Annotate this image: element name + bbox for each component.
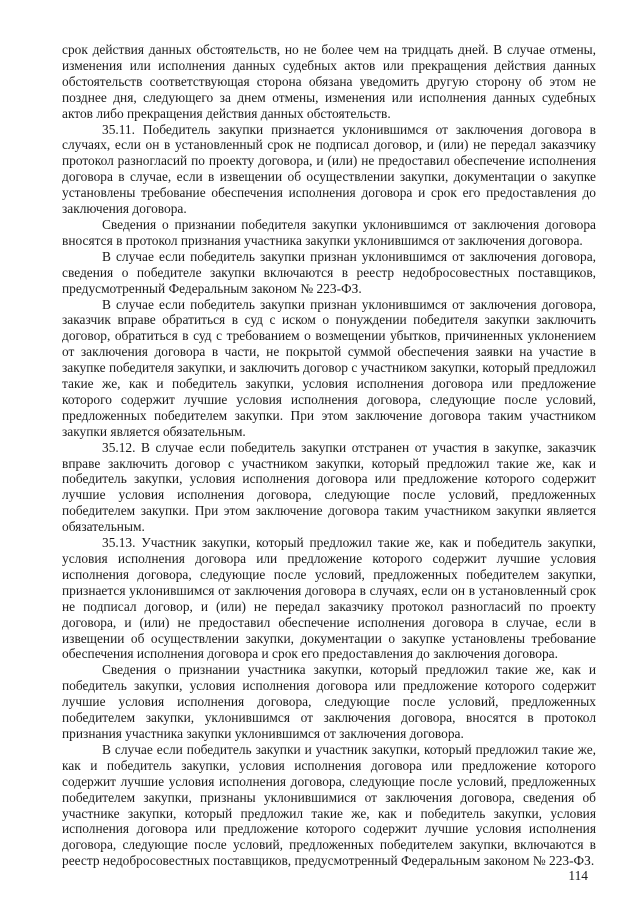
paragraph-clause-35-13-registry: В случае если победитель закупки и участник закупки, который предложил такие же, как и победитель закупки, условия исполнения договора или предложение которого содержит лучшие условия исполнения договора, следующие после условий, предложенных победителем закупки, признаны уклонившимися от заключения договора, сведения об участнике закупки, который предложил такие же, как и победитель закупки, условия исполнения договора или предложение которого содержит лучшие условия исполнения договора, следующие после условий, предложенных победителем закупки, включаются в реестр недобросовестных поставщиков, предусмотренный Федеральным законом № 223-ФЗ. bbox=[62, 741, 596, 869]
paragraph-continuation: срок действия данных обстоятельств, но не более чем на тридцать дней. В случае отмены, изменения или исполнения данных судебных актов или прекращения действия данных обстоятельств соответствующая сторона обязана уведомить другую сторону об этом не позднее дня, следующего за днем отмены, изменения или исполнения данных судебных актов либо прекращения действия данных обстоятельств. bbox=[62, 42, 596, 121]
paragraph-clause-35-11-registry: В случае если победитель закупки признан уклонившимся от заключения договора, сведения о победителе закупки включаются в реестр недобросовестных поставщиков, предусмотренный Федеральным законом № 223-ФЗ. bbox=[62, 248, 596, 296]
paragraph-clause-35-11-court: В случае если победитель закупки признан уклонившимся от заключения договора, заказчик вправе обратиться в суд с иском о понуждении победителя закупки заключить договор, обратиться в суд с требованием о возмещении убытков, причиненных уклонением от заключения договора в части, не покрытой суммой обеспечения заявки на участие в закупке победителя закупки, и заключить договор с участником закупки, который предложил такие же, как и победитель закупки, условия исполнения договора или предложение которого содержит лучшие условия исполнения договора, следующие после условий, предложенных победителем закупки. При этом заключение договора таким участником закупки является обязательным. bbox=[62, 296, 596, 439]
page-number: 114 bbox=[568, 868, 588, 883]
paragraph-clause-35-11: 35.11. Победитель закупки признается уклонившимся от заключения договора в случаях, если он в установленный срок не подписал договор, и (или) не передал заказчику протокол разногласий по проекту договора, и (или) не предоставил обеспечение исполнения договора в случае, если в извещении об осуществлении закупки, документации о закупке установлены требование обеспечения исполнения договора и срок его предоставления до заключения договора. bbox=[62, 121, 596, 217]
document-page bbox=[62, 42, 596, 869]
paragraph-clause-35-13-recording: Сведения о признании участника закупки, который предложил такие же, как и победитель закупки, условия исполнения договора или предложение которого содержит лучшие условия исполнения договора, следующие после условий, предложенных победителем закупки, уклонившимся от заключения договора, вносятся в протокол признания участника закупки уклонившимся от заключения договора. bbox=[62, 662, 596, 741]
paragraph-clause-35-13: 35.13. Участник закупки, который предложил такие же, как и победитель закупки, условия исполнения договора или предложение которого содержит лучшие условия исполнения договора, следующие после условий, предложенных победителем закупки, признается уклонившимся от заключения договора в случаях, если он в установленный срок не подписал договор, и (или) не передал заказчику протокол разногласий по проекту договора, и (или) не предоставил обеспечение исполнения договора в случае, если в извещении об осуществлении закупки, документации о закупке установлены требование обеспечения исполнения договора и срок его предоставления до заключения договора. bbox=[62, 535, 596, 662]
paragraph-clause-35-11-recording: Сведения о признании победителя закупки уклонившимся от заключения договора вносятся в протокол признания участника закупки уклонившимся от заключения договора. bbox=[62, 216, 596, 248]
paragraph-clause-35-12: 35.12. В случае если победитель закупки отстранен от участия в закупке, заказчик вправе заключить договор с участником закупки, который предложил такие же, как и победитель закупки, условия исполнения договора или предложение которого содержит лучшие условия исполнения договора, следующие после условий, предложенных победителем закупки. При этом заключение договора таким участником закупки является обязательным. bbox=[62, 439, 596, 535]
